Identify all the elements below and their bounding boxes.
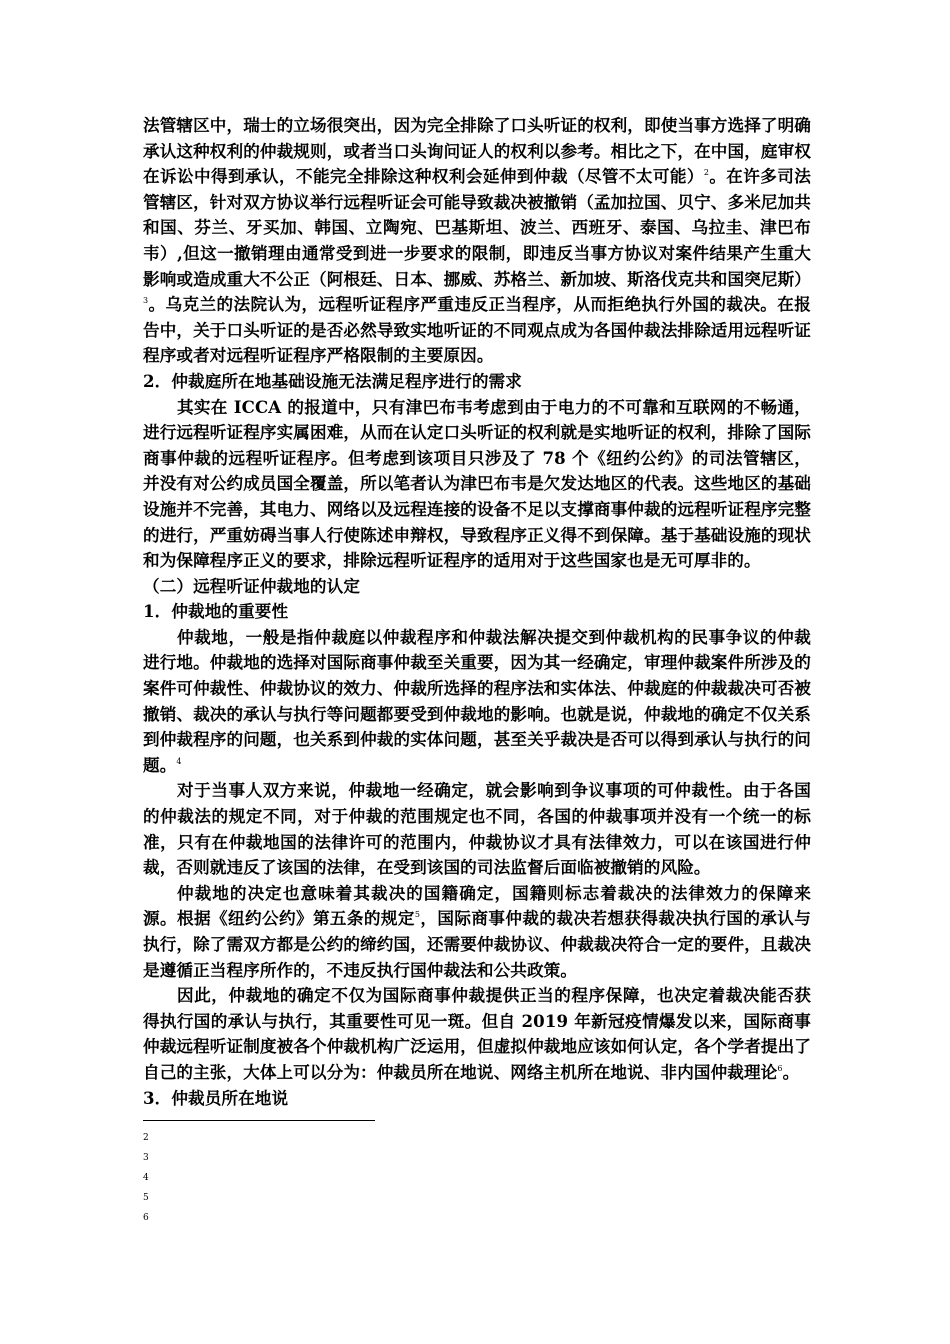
section-heading-seat: （二）远程听证仲裁地的认定 [143,575,361,596]
section-heading-arbitrator-location: 3．仲裁员所在地说 [143,1087,289,1108]
footnote-ref-2[interactable]: 2 [703,168,710,178]
footnote-ref-3[interactable]: 3 [143,296,149,306]
paragraph-1: 法管辖区中，瑞士的立场很突出，因为完全排除了口头听证的权利，即使当事方选择了明确承认这种权利的仲裁规则，或者当口头询问证人的权利以参考。相比之下，在中国，庭审权在诉讼中得到承认，不能完全排除这种权利会延伸到仲裁（尽管不太可能）$^2$。在许多司法管辖区，针对双方协议举行远程听证会可能导致裁决被撤销（孟加拉国、贝宁、多米尼加共和国、芬兰、牙买加、韩国、立陶宛、巴基斯坦、波兰、西班牙、泰国、乌拉圭、津巴布韦）,但这一撤销理由通常受到进一步要求的限制，即违反当事方协议对案件结果产生重大影响或造成重大不公正（阿根廷、日本、挪威、苏格兰、新加坡、斯洛伐克共和国突尼斯）$^3$。乌克兰的法院认为，远程听证程序严重违反正当程序，从而拒绝执行外国的裁决。在报告中，关于口头听证的是否必然导致实地听证的不同观点成为各国仲裁法排除适用远程听证程序或者对远程听证程序严格限制的主要原因。 [143,115,811,366]
paragraph-icca: 其实在 ICCA 的报道中，只有津巴布韦考虑到由于电力的不可靠和互联网的不畅通，进行远程听证程序实属困难，从而在认定口头听证的权利就是实地听证的权利，排除了国际商事仲裁的远程听证程序。但考虑到该项目只涉及了 78 个《纽约公约》的司法管辖区，并没有对公约成员国全覆盖，所以笔者认为津巴布韦是欠发达地区的代表。这些地区的基础设施并不完善，其电力、网络以及远程连接的设备不足以支撑商事仲裁的远程听证程序完整的进行，严重妨碍当事人行使陈述申辩权，导致程序正义得不到保障。基于基础设施的现状和为保障程序正义的要求，排除远程听证程序的适用对于这些国家也是无可厚非的。 [143,396,811,571]
footnote-6: 6 [143,1213,149,1223]
paragraph-nationality: 仲裁地的决定也意味着其裁决的国籍确定，国籍则标志着裁决的法律效力的保障来源。根据《纽约公约》第五条的规定$^5$，国际商事仲裁的裁决若想获得裁决执行国的承认与执行，除了需双方都是公约的缔约国，还需要仲裁协议、仲裁裁决符合一定的要件，且裁决是遵循正当程序所作的，不违反执行国仲裁法和公共政策。 [143,882,811,980]
footnotes [143,1128,149,1228]
footnote-separator [143,1120,375,1121]
footnote-ref-6[interactable]: 6 [777,1063,783,1073]
body-text [143,113,811,1111]
section-heading-importance: 1．仲裁地的重要性 [143,601,289,622]
paragraph-conclusion: 因此，仲裁地的确定不仅为国际商事仲裁提供正当的程序保障，也决定着裁决能否获得执行国的承认与执行，其重要性可见一斑。但自 2019 年新冠疫情爆发以来，国际商事仲裁远程听证制度被各个仲裁机构广泛运用，但虚拟仲裁地应该如何认定，各个学者提出了自己的主张，大体上可以分为：仲裁员所在地说、网络主机所在地说、非内国仲裁理论$^6$。 [143,985,811,1082]
section-heading-infrastructure: 2．仲裁庭所在地基础设施无法满足程序进行的需求 [143,370,522,391]
footnote-2: 2 [143,1133,149,1143]
footnote-ref-5[interactable]: 5 [414,910,421,920]
paragraph-seat-definition: 仲裁地，一般是指仲裁庭以仲裁程序和仲裁法解决提交到仲裁机构的民事争议的仲裁进行地。仲裁地的选择对国际商事仲裁至关重要，因为其一经确定，审理仲裁案件所涉及的案件可仲裁性、仲裁协议的效力、仲裁所选择的程序法和实体法、仲裁庭的仲裁裁决可否被撤销、裁决的承认与执行等问题都要受到仲裁地的影响。也就是说，仲裁地的确定不仅关系到仲裁程序的问题，也关系到仲裁的实体问题，甚至关乎裁决是否可以得到承认与执行的问题。$^4$ [143,626,811,775]
footnote-5: 5 [143,1193,149,1203]
paragraph-arbitrability: 对于当事人双方来说，仲裁地一经确定，就会影响到争议事项的可仲裁性。由于各国的仲裁法的规定不同，对于仲裁的范围规定也不同，各国的仲裁事项并没有一个统一的标准，只有在仲裁地国的法律许可的范围内，仲裁协议才具有法律效力，可以在该国进行仲裁，否则就违反了该国的法律，在受到该国的司法监督后面临被撤销的风险。 [143,780,811,878]
footnote-3: 3 [143,1153,149,1163]
footnote-4: 4 [143,1173,149,1183]
footnote-ref-4[interactable]: 4 [176,756,182,766]
